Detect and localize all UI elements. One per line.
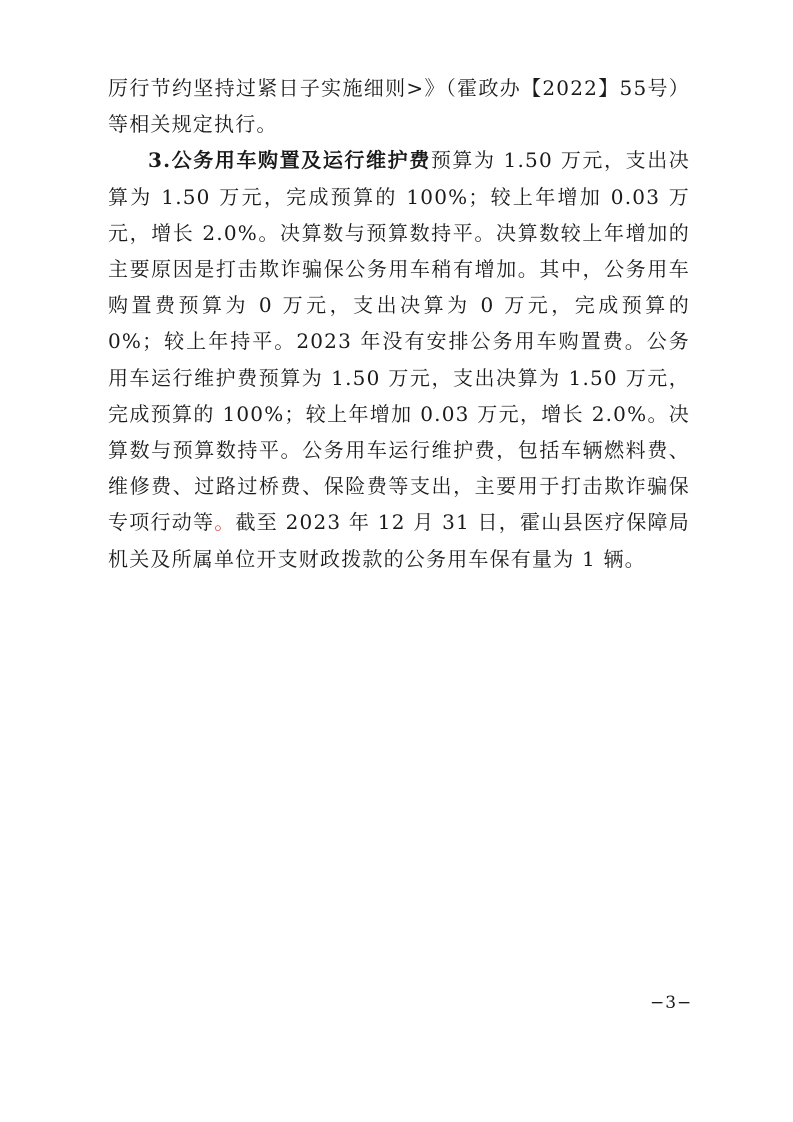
paragraph-text: 厉行节约坚持过紧日子实施细则>》（霍政办【2022】55号）等相关规定执行。 bbox=[108, 76, 690, 137]
red-period-mark: 。 bbox=[214, 510, 236, 535]
document-body bbox=[108, 70, 690, 577]
paragraph-text: 预算为 1.50 万元，支出决算为 1.50 万元，完成预算的 100%；较上年增加 0.03 万元，增长 2.0%。决算数与预算数持平。决算数较上年增加的主要原因是打击欺诈骗保公务用车稍有增加。其中，公务用车购置费预算为 0 万元，支出决算为 0 万元，完成预算的 0%；较上年持平。2023 年没有安排公务用车购置费。公务用车运行维护费预算为 1.50 万元，支出决算为 1.50 万元，完成预算的 100%；较上年增加 0.03 万元，增长 2.0%。决算数与预算数持平。公务用车运行维护费，包括车辆燃料费、维修费、过路过桥费、保险费等支出，主要用于打击欺诈骗保专项行动等 bbox=[108, 148, 690, 535]
section-heading: 3.公务用车购置及运行维护费 bbox=[148, 148, 431, 173]
paragraph-regulation-reference bbox=[108, 70, 690, 142]
paragraph-vehicle-expenses bbox=[108, 142, 690, 576]
page-number: −3− bbox=[650, 993, 693, 1013]
paragraph-text-continued: 截至 2023 年 12 月 31 日，霍山县医疗保障局机关及所属单位开支财政拨款的公务用车保有量为 1 辆。 bbox=[108, 510, 690, 571]
